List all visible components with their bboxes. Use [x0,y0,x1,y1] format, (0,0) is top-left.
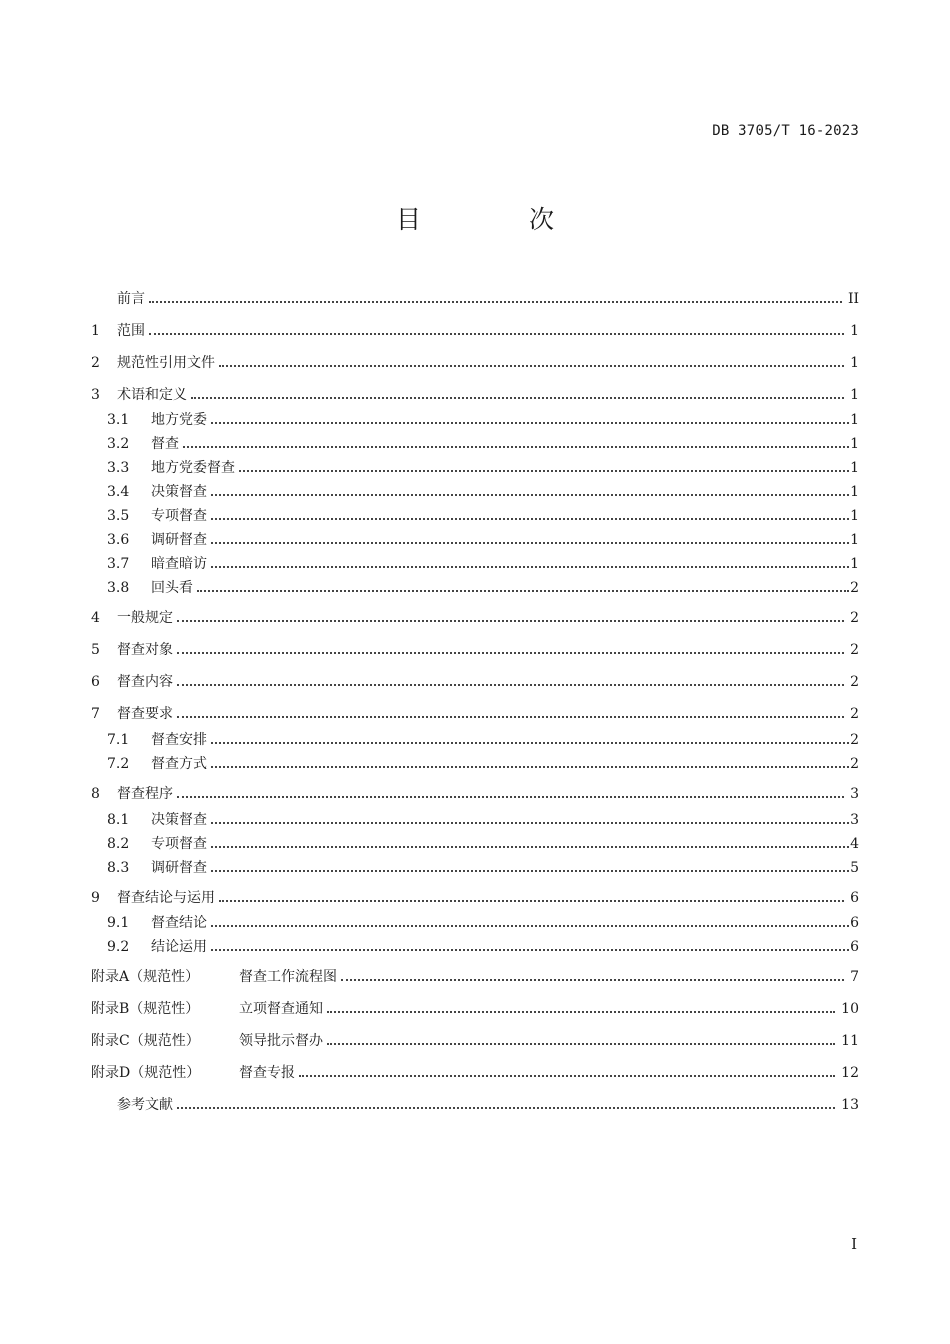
toc-entry-label: 专项督查 [151,508,207,524]
toc-entry-number: 附录A（规范性） [91,969,200,985]
dot-leader [211,541,849,544]
toc-entry[interactable] [91,966,859,988]
dot-leader [149,300,842,303]
toc-entry-page: 11 [841,1033,859,1049]
toc-entry-label: 督查结论 [151,915,207,931]
dot-leader [197,589,849,592]
dot-leader [177,683,844,686]
toc-entry-label: 领导批示督办 [239,1033,323,1049]
toc-entry-number: 7 [91,706,100,722]
toc-entry[interactable] [91,409,859,431]
toc-entry-page: 2 [850,642,859,658]
toc-entry[interactable] [91,1030,859,1052]
toc-entry[interactable] [91,320,859,342]
toc-entry[interactable] [91,352,859,374]
toc-entry-number: 3.3 [107,460,130,476]
toc-entry-number: 9 [91,890,100,906]
toc-entry-page: 5 [850,860,859,876]
toc-entry-number: 8.1 [107,812,130,828]
toc-entry[interactable] [91,1094,859,1116]
toc-entry[interactable] [91,639,859,661]
toc-entry[interactable] [91,887,859,909]
toc-entry[interactable] [91,671,859,693]
toc-entry-page: 1 [850,387,859,403]
toc-entry-page: 13 [841,1097,859,1113]
toc-entry-page: 6 [850,915,859,931]
toc-entry-page: 12 [841,1065,859,1081]
toc-entry-number: 7.1 [107,732,130,748]
toc-entry[interactable] [91,505,859,527]
toc-entry-page: 1 [850,508,859,524]
dot-leader [177,715,844,718]
toc-entry-page: 2 [850,756,859,772]
toc-entry[interactable] [91,529,859,551]
toc-entry-number: 3 [91,387,100,403]
toc-entry-label: 督查要求 [117,706,173,722]
dot-leader [211,565,849,568]
toc-entry-label: 督查专报 [239,1065,295,1081]
toc-entry-number: 3.4 [107,484,130,500]
toc-entry-number: 3.6 [107,532,130,548]
toc-entry-page: 2 [850,580,859,596]
toc-entry-page: 2 [850,674,859,690]
toc-entry-page: 10 [841,1001,859,1017]
toc-entry-page: 1 [850,484,859,500]
toc-entry[interactable] [91,998,859,1020]
dot-leader [191,396,844,399]
toc-entry-page: 1 [850,412,859,428]
toc-entry-number: 9.1 [107,915,130,931]
toc-entry-number: 附录B（规范性） [91,1001,200,1017]
toc-entry-page: 1 [850,323,859,339]
toc-entry-page: 3 [850,786,859,802]
page-number: I [851,1235,857,1253]
dot-leader [211,845,849,848]
toc-entry-label: 一般规定 [117,610,173,626]
toc-entry-page: 7 [850,969,859,985]
dot-leader [341,978,844,981]
dot-leader [177,1106,835,1109]
toc-entry-page: 2 [850,706,859,722]
toc-entry-number: 3.8 [107,580,130,596]
dot-leader [211,821,849,824]
toc-entry-number: 附录C（规范性） [91,1033,200,1049]
dot-leader [183,445,849,448]
dot-leader [219,899,844,902]
toc-entry-label: 督查工作流程图 [239,969,337,985]
toc-entry-label: 地方党委 [151,412,207,428]
toc-entry-page: 3 [850,812,859,828]
toc-entry-number: 2 [91,355,100,371]
dot-leader [211,869,849,872]
dot-leader [327,1010,835,1013]
dot-leader [177,795,844,798]
toc-entry-page: 4 [850,836,859,852]
toc-entry-label: 地方党委督查 [151,460,235,476]
dot-leader [219,364,844,367]
dot-leader [211,765,849,768]
dot-leader [177,619,844,622]
toc-entry[interactable] [91,703,859,725]
toc-entry-number: 4 [91,610,100,626]
toc-entry[interactable] [91,833,859,855]
toc-entry-number: 8 [91,786,100,802]
dot-leader [239,469,849,472]
toc-entry-number: 7.2 [107,756,130,772]
toc-entry[interactable] [91,912,859,934]
toc-entry-number: 5 [91,642,100,658]
toc-entry-page: 1 [850,532,859,548]
toc-entry-page: 1 [850,355,859,371]
toc-entry-label: 督查 [151,436,179,452]
toc-entry[interactable] [91,1062,859,1084]
toc-entry-number: 8.3 [107,860,130,876]
toc-entry-label: 回头看 [151,580,193,596]
toc-entry-page: 1 [850,556,859,572]
toc-entry-label: 规范性引用文件 [117,355,215,371]
toc-entry[interactable] [91,433,859,455]
toc-entry[interactable] [91,553,859,575]
dot-leader [211,493,849,496]
toc-entry-page: 1 [850,460,859,476]
toc-entry-label: 专项督查 [151,836,207,852]
toc-entry[interactable] [91,729,859,751]
toc-entry-page: 6 [850,939,859,955]
dot-leader [211,421,849,424]
toc-entry-label: 前言 [117,291,145,307]
toc-entry-label: 范围 [117,323,145,339]
toc-entry-page: II [847,291,859,307]
toc-entry[interactable] [91,288,859,310]
dot-leader [149,332,844,335]
toc-entry-page: 2 [850,732,859,748]
toc-entry[interactable] [91,384,859,406]
toc-entry-label: 调研督查 [151,532,207,548]
toc-entry-number: 3.1 [107,412,130,428]
dot-leader [177,651,844,654]
toc-entry-number: 3.2 [107,436,130,452]
toc-entry[interactable] [91,577,859,599]
toc-entry-label: 立项督查通知 [239,1001,323,1017]
toc-entry[interactable] [91,857,859,879]
dot-leader [327,1042,835,1045]
dot-leader [211,948,849,951]
toc-entry-page: 6 [850,890,859,906]
toc-entry-label: 督查对象 [117,642,173,658]
toc-title: 目 次 [396,205,604,234]
toc-entry-label: 结论运用 [151,939,207,955]
toc-entry-label: 参考文献 [117,1097,173,1113]
dot-leader [211,517,849,520]
toc-entry-number: 8.2 [107,836,130,852]
toc-entry-number: 附录D（规范性） [91,1065,201,1081]
toc-entry-label: 督查结论与运用 [117,890,215,906]
dot-leader [211,924,849,927]
doc-code: DB 3705/T 16-2023 [712,123,859,139]
dot-leader [299,1074,835,1077]
toc-entry-label: 暗查暗访 [151,556,207,572]
toc-entry[interactable] [91,809,859,831]
toc-entry-page: 1 [850,436,859,452]
toc-entry-label: 督查内容 [117,674,173,690]
toc-entry-number: 9.2 [107,939,130,955]
toc-entry[interactable] [91,936,859,958]
toc-entry-label: 决策督查 [151,484,207,500]
toc-entry[interactable] [91,783,859,805]
toc-entry[interactable] [91,457,859,479]
toc-entry[interactable] [91,607,859,629]
toc-entry-label: 督查方式 [151,756,207,772]
toc-entry-number: 6 [91,674,100,690]
toc-entry-page: 2 [850,610,859,626]
toc-entry-label: 督查安排 [151,732,207,748]
toc-entry-number: 1 [91,323,100,339]
toc-entry-label: 调研督查 [151,860,207,876]
toc-entry[interactable] [91,753,859,775]
dot-leader [211,741,849,744]
toc-entry-number: 3.5 [107,508,130,524]
toc-entry[interactable] [91,481,859,503]
toc-entry-label: 督查程序 [117,786,173,802]
toc-entry-label: 术语和定义 [117,387,187,403]
toc-entry-number: 3.7 [107,556,130,572]
toc-entry-label: 决策督查 [151,812,207,828]
